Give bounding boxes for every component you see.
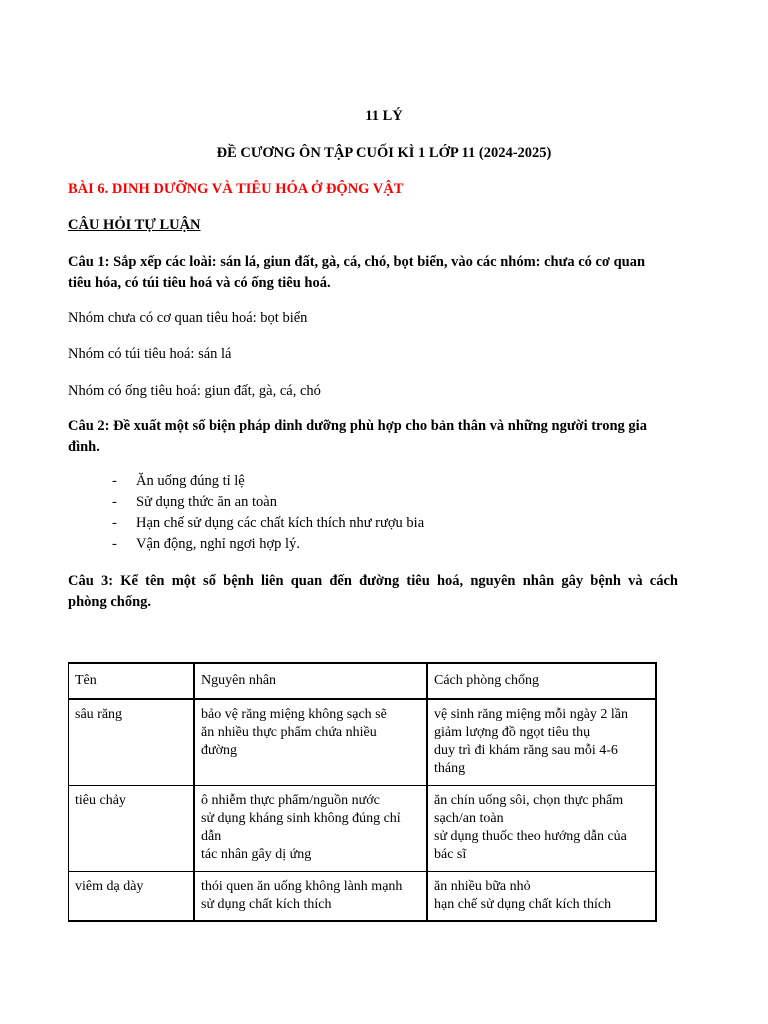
disease-name: sâu răng xyxy=(69,699,195,785)
header-prevention: Cách phòng chống xyxy=(427,663,656,699)
dash-bullet: - xyxy=(112,536,117,552)
dash-bullet: - xyxy=(112,494,117,510)
section-heading: CÂU HỎI TỰ LUẬN xyxy=(68,217,201,233)
question-1-line-2: tiêu hóa, có túi tiêu hoá và có ống tiêu hoá. xyxy=(68,275,331,291)
list-item: - Ăn uống đúng tỉ lệ xyxy=(112,471,424,492)
question-3-line-2: phòng chống. xyxy=(68,594,152,610)
question-2-line-2: đình. xyxy=(68,439,100,455)
table-header-row xyxy=(69,663,657,699)
list-item: - Sử dụng thức ăn an toàn xyxy=(112,492,424,513)
answer-2-list xyxy=(112,471,424,555)
lesson-heading: BÀI 6. DINH DƯỠNG VÀ TIÊU HÓA Ở ĐỘNG VẬT xyxy=(68,181,404,197)
table-row xyxy=(69,785,657,871)
header-cause: Nguyên nhân xyxy=(194,663,427,699)
header-name: Tên xyxy=(69,663,195,699)
table-row xyxy=(69,871,657,921)
disease-cause: bảo vệ răng miệng không sạch sẽ ăn nhiều thực phẩm chứa nhiều đường xyxy=(194,699,427,785)
disease-cause: ô nhiễm thực phẩm/nguồn nước sử dụng kháng sinh không đúng chỉ dẫn tác nhân gây dị ứng xyxy=(194,785,427,871)
disease-cause: thói quen ăn uống không lành mạnh sử dụng chất kích thích xyxy=(194,871,427,921)
question-2-line-1: Câu 2: Đề xuất một số biện pháp dinh dưỡng phù hợp cho bản thân và những người trong gia xyxy=(68,418,647,434)
table-row xyxy=(69,699,657,785)
answer-1-group-1: Nhóm chưa có cơ quan tiêu hoá: bọt biển xyxy=(68,310,308,326)
answer-1-group-2: Nhóm có túi tiêu hoá: sán lá xyxy=(68,346,232,362)
question-1-line-1: Câu 1: Sắp xếp các loài: sán lá, giun đất, gà, cá, chó, bọt biển, vào các nhóm: chưa có cơ quan xyxy=(68,254,646,270)
disease-prevention: ăn nhiều bữa nhỏ hạn chế sử dụng chất kích thích xyxy=(427,871,656,921)
question-3-line-1: Câu 3: Kể tên một số bệnh liên quan đến đường tiêu hoá, nguyên nhân gây bệnh và cách xyxy=(68,573,678,589)
disease-name: viêm dạ dày xyxy=(69,871,195,921)
dash-bullet: - xyxy=(112,515,117,531)
disease-prevention: vệ sinh răng miệng mỗi ngày 2 lần giảm lượng đồ ngọt tiêu thụ duy trì đi khám răng sau mỗi 4-6 tháng xyxy=(427,699,656,785)
list-item: - Hạn chế sử dụng các chất kích thích như rượu bia xyxy=(112,513,424,534)
list-item: - Vận động, nghỉ ngơi hợp lý. xyxy=(112,534,424,555)
subject-heading: 11 LÝ xyxy=(365,108,403,124)
disease-table xyxy=(68,662,657,922)
dash-bullet: - xyxy=(112,473,117,489)
answer-1-group-3: Nhóm có ống tiêu hoá: giun đất, gà, cá, chó xyxy=(68,383,321,399)
disease-name: tiêu chảy xyxy=(69,785,195,871)
disease-prevention: ăn chín uống sôi, chọn thực phẩm sạch/an toàn sử dụng thuốc theo hướng dẫn của bác sĩ xyxy=(427,785,656,871)
document-title: ĐỀ CƯƠNG ÔN TẬP CUỐI KÌ 1 LỚP 11 (2024-2025) xyxy=(216,145,552,161)
